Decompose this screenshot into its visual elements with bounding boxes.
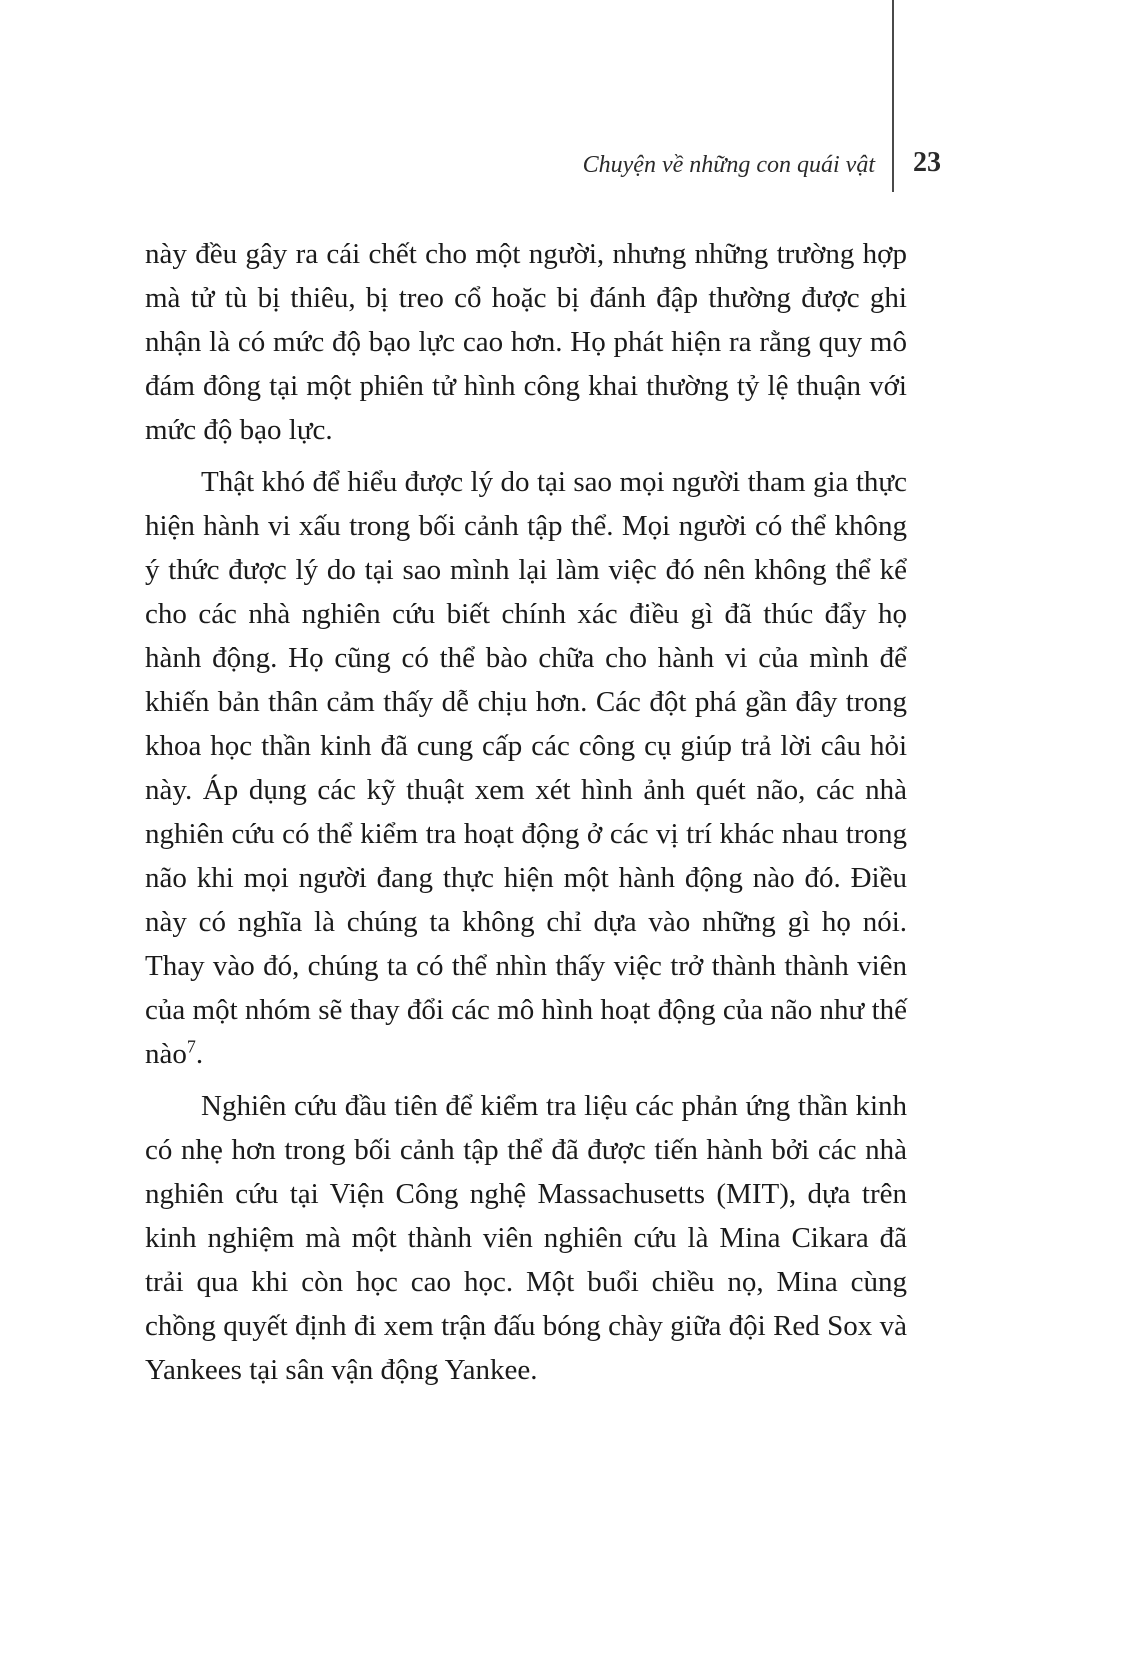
page-body <box>145 232 907 1400</box>
paragraph: này đều gây ra cái chết cho một người, nhưng những trường hợp mà tử tù bị thiêu, bị treo cổ hoặc bị đánh đập thường được ghi nhận là có mức độ bạo lực cao hơn. Họ phát hiện ra rằng quy mô đám đông tại một phiên tử hình công khai thường tỷ lệ thuận với mức độ bạo lực. <box>145 238 907 446</box>
header-divider-rule <box>892 0 894 192</box>
paragraph <box>145 460 907 1076</box>
paragraph-text-after-ref: . <box>195 1038 204 1070</box>
running-title: Chuyện về những con quái vật <box>582 152 875 178</box>
footnote-ref: 7 <box>186 1036 196 1057</box>
paragraph: Nghiên cứu đầu tiên để kiểm tra liệu các phản ứng thần kinh có nhẹ hơn trong bối cảnh tập thể đã được tiến hành bởi các nhà nghiên cứu tại Viện Công nghệ Massachusetts (MIT), dựa trên kinh nghiệm mà một thành viên nghiên cứu là Mina Cikara đã trải qua khi còn học cao học. Một buổi chiều nọ, Mina cùng chồng quyết định đi xem trận đấu bóng chày giữa đội Red Sox và Yankees tại sân vận động Yankee. <box>145 1090 907 1386</box>
page-number: 23 <box>913 147 941 178</box>
paragraph-text: Thật khó để hiểu được lý do tại sao mọi người tham gia thực hiện hành vi xấu trong bối cảnh tập thể. Mọi người có thể không ý thức được lý do tại sao mình lại làm việc đó nên không thể kể cho các nhà nghiên cứu biết chính xác điều gì đã thúc đẩy họ hành động. Họ cũng có thể bào chữa cho hành vi của mình để khiến bản thân cảm thấy dễ chịu hơn. Các đột phá gần đây trong khoa học thần kinh đã cung cấp các công cụ giúp trả lời câu hỏi này. Áp dụng các kỹ thuật xem xét hình ảnh quét não, các nhà nghiên cứu có thể kiểm tra hoạt động ở các vị trí khác nhau trong não khi mọi người đang thực hiện một hành động nào đó. Điều này có nghĩa là chúng ta không chỉ dựa vào những gì họ nói. Thay vào đó, chúng ta có thể nhìn thấy việc trở thành thành viên của một nhóm sẽ thay đổi các mô hình hoạt động của não như thế nào <box>145 466 907 1070</box>
